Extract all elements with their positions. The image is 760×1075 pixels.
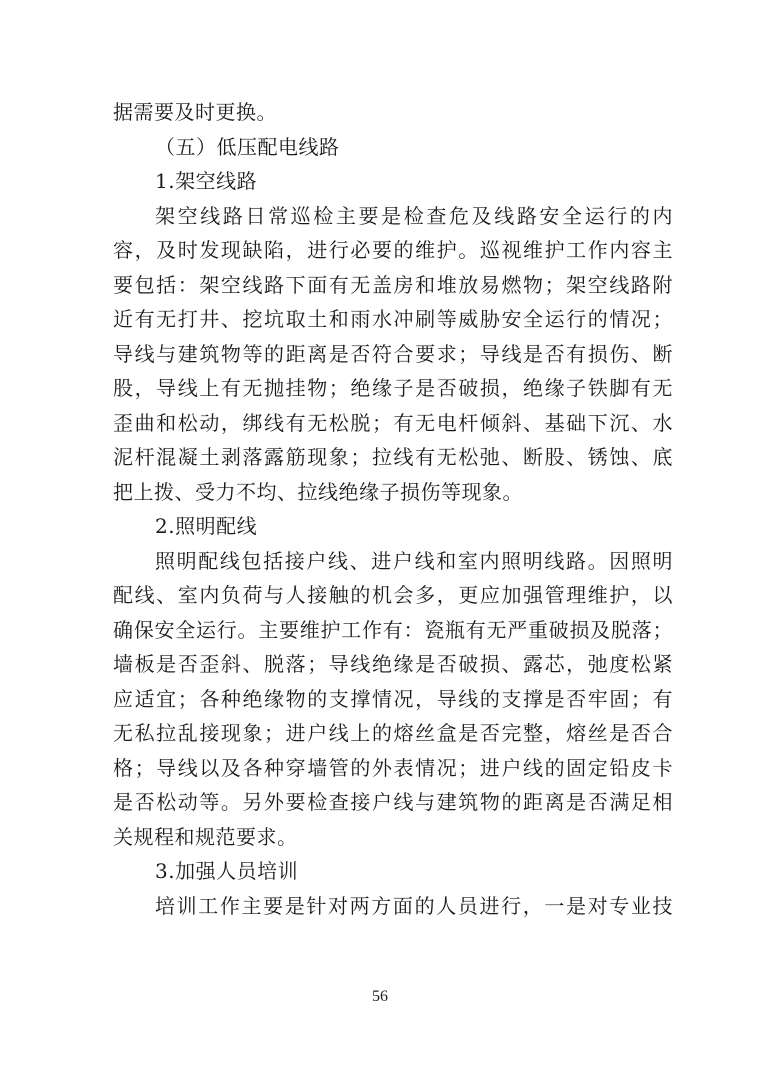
text-line: 配线、室内负荷与人接触的机会多，更应加强管理维护，以 (113, 583, 673, 607)
text-line: 据需要及时更换。 (113, 100, 277, 124)
text-line: 确保安全运行。主要维护工作有：瓷瓶有无严重破损及脱落； (113, 617, 673, 642)
section-heading: （五）低压配电线路 (155, 134, 340, 159)
text-line: 墙板是否歪斜、脱落；导线绝缘是否破损、露芯，弛度松紧 (113, 652, 673, 676)
subsection-heading: 2.照明配线 (155, 514, 258, 538)
text-line: 近有无打井、挖坑取土和雨水冲刷等威胁安全运行的情况； (113, 307, 673, 331)
text-line: 股，导线上有无抛挂物；绝缘子是否破损，绝缘子铁脚有无 (113, 376, 673, 400)
text-line: 泥杆混凝土剥落露筋现象；拉线有无松弛、断股、锈蚀、底 (113, 445, 673, 469)
text-line: 无私拉乱接现象；进户线上的熔丝盒是否完整，熔丝是否合 (113, 721, 673, 745)
text-line: 是否松动等。另外要检查接户线与建筑物的距离是否满足相 (113, 790, 673, 814)
page-number: 56 (372, 988, 388, 1005)
text-line: 关规程和规范要求。 (113, 824, 298, 849)
subsection-heading: 3.加强人员培训 (155, 859, 299, 883)
text-line: 培训工作主要是针对两方面的人员进行，一是对专业技 (155, 893, 673, 918)
text-line: 应适宜；各种绝缘物的支撑情况，导线的支撑是否牢固；有 (113, 686, 673, 711)
text-line: 把上拨、受力不均、拉线绝缘子损伤等现象。 (113, 479, 523, 504)
text-line: 容，及时发现缺陷，进行必要的维护。巡视维护工作内容主 (113, 238, 673, 262)
text-line: 照明配线包括接户线、进户线和室内照明线路。因照明 (155, 548, 673, 573)
text-line: 架空线路日常巡检主要是检查危及线路安全运行的内 (155, 203, 673, 228)
body-text (113, 95, 673, 923)
text-line: 歪曲和松动，绑线有无松脱；有无电杆倾斜、基础下沉、水 (113, 410, 673, 435)
text-line: 格；导线以及各种穿墙管的外表情况；进户线的固定铅皮卡 (113, 755, 673, 780)
subsection-heading: 1.架空线路 (155, 169, 258, 193)
text-line: 导线与建筑物等的距离是否符合要求；导线是否有损伤、断 (113, 341, 673, 366)
text-line: 要包括：架空线路下面有无盖房和堆放易燃物；架空线路附 (113, 272, 673, 297)
